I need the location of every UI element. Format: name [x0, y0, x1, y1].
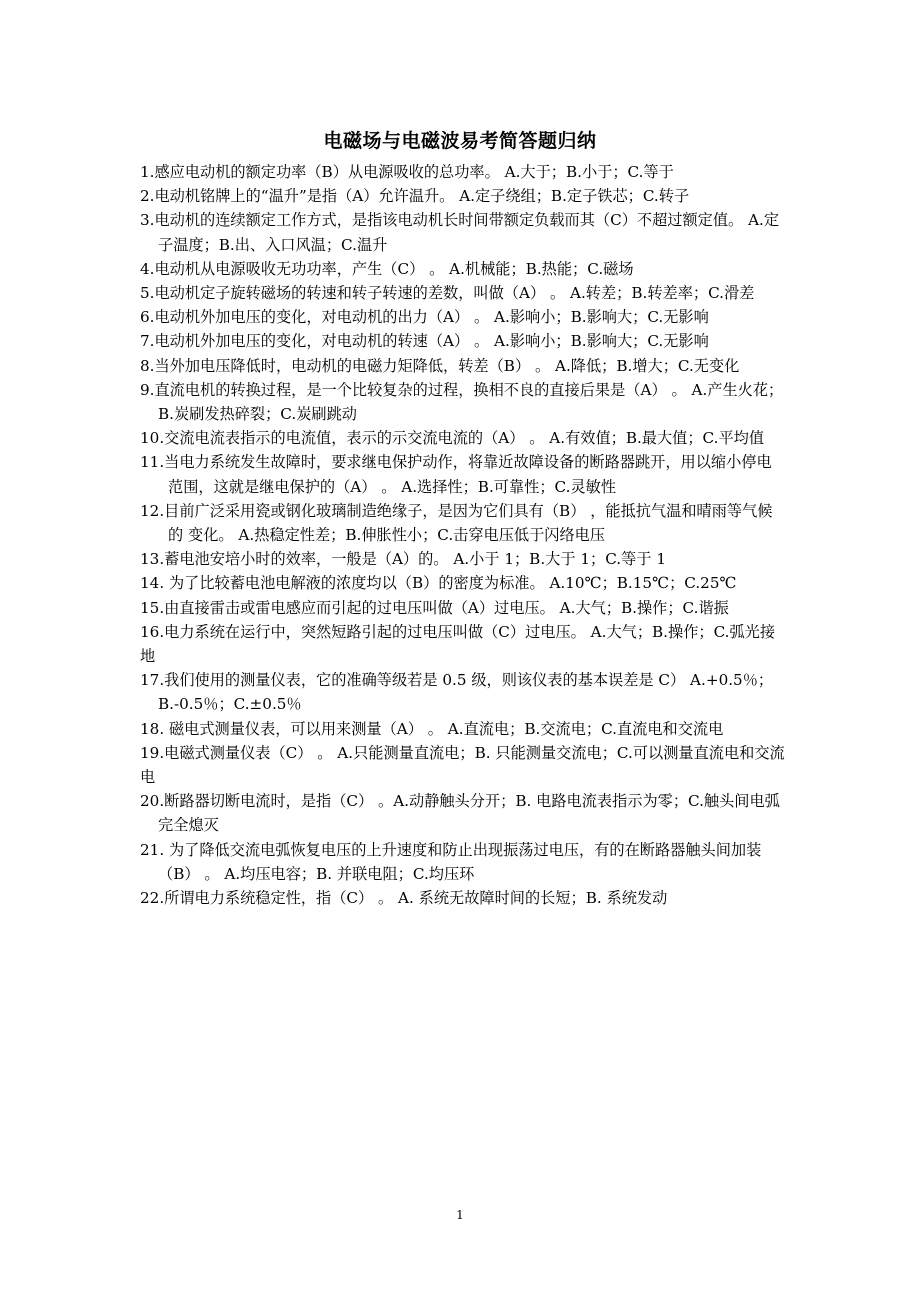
question-13: 13.蓄电池安培小时的效率，一般是（A）的。 A.小于 1；B.大于 1；C.等于 1	[140, 550, 666, 569]
question-17: 17.我们使用的测量仪表，它的准确等级若是 0.5 级，则该仪表的基本误差是 C） A.+0.5％；B.-0.5％；C.±0.5％	[140, 671, 774, 714]
question-6: 6.电动机外加电压的变化，对电动机的出力（A） 。 A.影响小；B.影响大；C.无影响	[140, 308, 709, 327]
document-title: 电磁场与电磁波易考简答题归纳	[323, 130, 597, 152]
question-15: 15.由直接雷击或雷电感应而引起的过电压叫做（A）过电压。 A.大气；B.操作；C.谐振	[140, 598, 729, 617]
question-9: 9.直流电机的转换过程，是一个比较复杂的过程，换相不良的直接后果是（A） 。 A.产生火花；B.炭刷发热碎裂；C.炭刷跳动	[140, 380, 784, 424]
question-20: 20.断路器切断电流时，是指（C） 。A.动静触头分开；B. 电路电流表指示为零；C.触头间电弧完全熄灭	[140, 792, 780, 835]
question-21: 21. 为了降低交流电弧恢复电压的上升速度和防止出现振荡过电压，有的在断路器触头间加装 （B） 。 A.均压电容；B. 并联电阻；C.均压环	[140, 840, 762, 883]
question-3: 3.电动机的连续额定工作方式，是指该电动机长时间带额定负载而其（C）不超过额定值。 A.定子温度；B.出、入口风温；C.温升	[140, 211, 780, 254]
question-8: 8.当外加电压降低时，电动机的电磁力矩降低，转差（B） 。 A.降低；B.增大；C.无变化	[140, 356, 740, 375]
question-7: 7.电动机外加电压的变化，对电动机的转速（A） 。 A.影响小；B.影响大；C.无影响	[140, 332, 709, 351]
question-11: 11.当电力系统发生故障时，要求继电保护动作，将靠近故障设备的断路器跳开，用以缩小停电 范围，这就是继电保护的（A） 。 A.选择性；B.可靠性；C.灵敏性	[140, 453, 772, 496]
question-14: 14. 为了比较蓄电池电解液的浓度均以（B）的密度为标准。 A.10℃；B.15℃；C.25℃	[140, 574, 737, 593]
question-2: 2.电动机铭牌上的“温升”是指（A）允许温升。 A.定子绕组；B.定子铁芯；C.转子	[140, 187, 690, 206]
question-list	[140, 160, 785, 910]
question-1: 1.感应电动机的额定功率（B）从电源吸收的总功率。 A.大于；B.小于；C.等于	[140, 163, 674, 181]
question-4: 4.电动机从电源吸收无功功率，产生（C） 。 A.机械能；B.热能；C.磁场	[140, 259, 634, 278]
question-22: 22.所谓电力系统稳定性，指（C） 。 A. 系统无故障时间的长短；B. 系统发动	[140, 889, 668, 908]
question-10: 10.交流电流表指示的电流值，表示的示交流电流的（A） 。 A.有效值；B.最大值；C.平均值	[140, 429, 765, 448]
page-number: 1	[456, 1208, 464, 1222]
question-18: 18. 磁电式测量仪表，可以用来测量（A） 。 A.直流电；B.交流电；C.直流电和交流电	[140, 719, 724, 738]
question-16: 16.电力系统在运行中，突然短路引起的过电压叫做（C）过电压。 A.大气；B.操作；C.弧光接地	[140, 622, 776, 666]
question-19: 19.电磁式测量仪表（C） 。 A.只能测量直流电；B. 只能测量交流电；C.可以测量直流电和交流电	[140, 743, 785, 787]
question-5: 5.电动机定子旋转磁场的转速和转子转速的差数，叫做（A） 。 A.转差；B.转差率；C.滑差	[140, 284, 755, 303]
question-12: 12.目前广泛采用瓷或钢化玻璃制造绝缘子，是因为它们具有（B） ，能抵抗气温和晴雨等气候的 变化。 A.热稳定性差；B.伸胀性小；C.击穿电压低于闪络电压	[140, 501, 773, 545]
